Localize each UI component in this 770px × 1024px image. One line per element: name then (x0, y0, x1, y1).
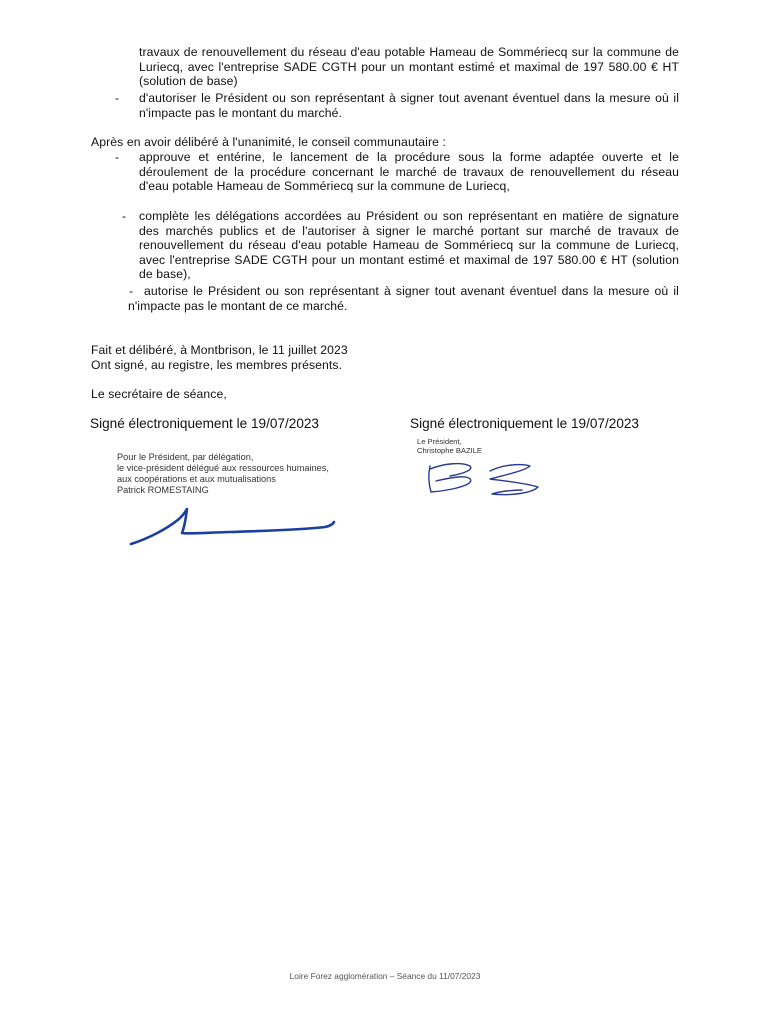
closing-place-date: Fait et délibéré, à Montbrison, le 11 juillet 2023 (91, 343, 348, 357)
bullet-dash: - (122, 209, 127, 223)
left-signature-heading: Signé électroniquement le 19/07/2023 (90, 416, 319, 431)
right-signature-stroke (490, 465, 538, 495)
right-signature-stroke (429, 464, 471, 492)
left-signature-line: Pour le Président, par délégation, (117, 452, 254, 462)
bullet-dash: - (115, 150, 120, 164)
right-signature-title: Le Président, (417, 437, 462, 446)
decision-approve: approuve et entérine, le lancement de la procédure sous la forme adaptée ouverte et le déroulement de la procédure concernant le marché de travaux de renouvellement du réseau d'eau potable Hameau de Sommériecq sur la commune de Luriecq, (139, 150, 679, 194)
paragraph-continuation: travaux de renouvellement du réseau d'eau potable Hameau de Sommériecq sur la commune de Luriecq, avec l'entreprise SADE CGTH pour un montant estimé et maximal de 197 580.00 € HT (solution de base) (139, 45, 679, 89)
decision-authorize: autorise le Président ou son représentant à signer tout avenant éventuel dans la mesure où il n'impacte pas le montant de ce marché. (128, 284, 679, 313)
page-footer: Loire Forez agglomération – Séance du 11/07/2023 (289, 971, 481, 981)
secretary-label: Le secrétaire de séance, (91, 387, 227, 401)
left-signature-name: Patrick ROMESTAING (117, 485, 209, 495)
bullet-dash: - (115, 91, 120, 105)
bullet-authorize-text: d'autoriser le Président ou son représentant à signer tout avenant éventuel dans la mesure où il n'impacte pas le montant du marché. (139, 91, 679, 120)
decision-delegation: complète les délégations accordées au Président ou son représentant en matière de signature des marchés publics et de l'autoriser à signer le marché portant sur marché de travaux de renouvellement du réseau d'eau potable Hameau de Sommériecq sur la commune de Luriecq, avec l'entreprise SADE CGTH pour un montant estimé et maximal de 197 580.00 € HT (solution de base), (139, 209, 679, 282)
left-signature-line: le vice-président délégué aux ressources humaines, (117, 463, 329, 473)
left-signature-line: aux coopérations et aux mutualisations (117, 474, 276, 484)
right-signature-heading: Signé électroniquement le 19/07/2023 (410, 416, 639, 431)
deliberation-intro: Après en avoir délibéré à l'unanimité, le conseil communautaire : (91, 135, 446, 149)
bullet-dash: - (129, 284, 134, 298)
right-signature-name: Christophe BAZILE (417, 446, 482, 455)
closing-signed-register: Ont signé, au registre, les membres présents. (91, 358, 343, 372)
